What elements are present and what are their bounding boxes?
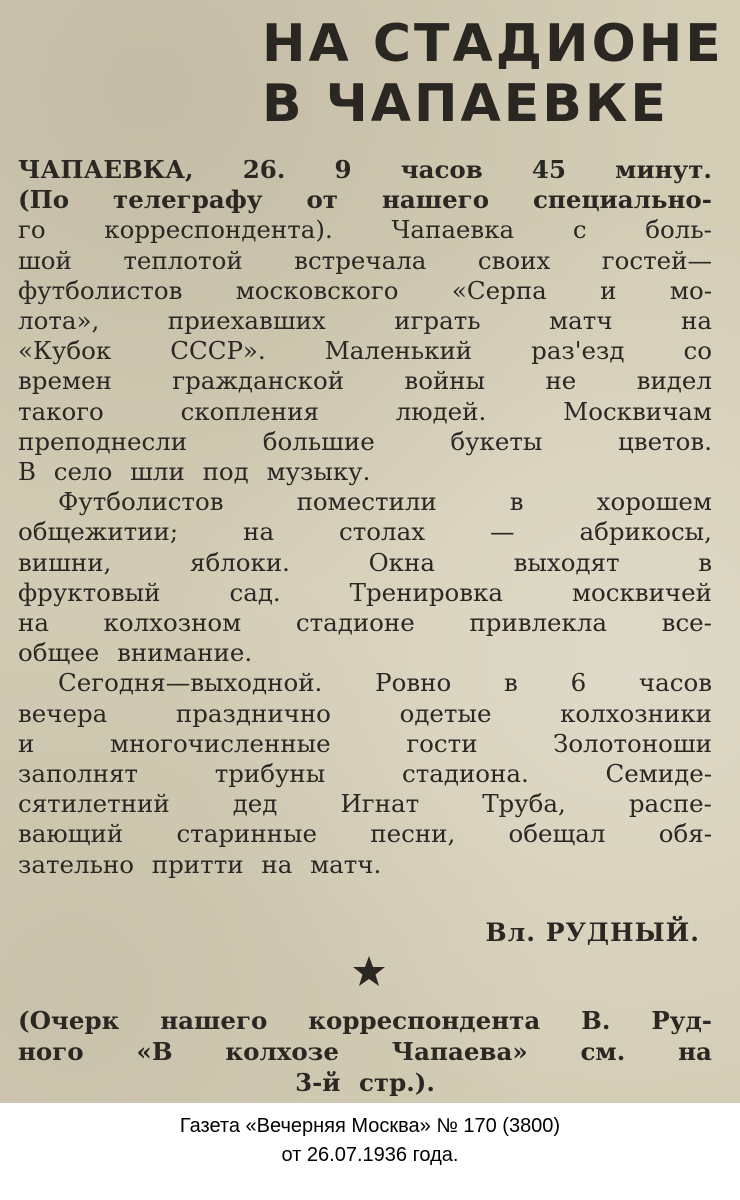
article-line: Футболистов поместили в хорошем <box>58 487 712 517</box>
headline <box>262 14 732 134</box>
note-line: 3-й стр.). <box>295 1068 435 1097</box>
article-line: фруктовый сад. Тренировка москвичей <box>18 577 712 607</box>
bleed-through-area <box>0 0 250 125</box>
caption-line-1: Газета «Вечерняя Москва» № 170 (3800) <box>179 1115 561 1137</box>
article-line: и многочисленные гости Золотоноши <box>18 728 712 758</box>
article-line: вишни, яблоки. Окна выходят в <box>18 547 712 577</box>
article-line: В село шли под музыку. <box>18 457 371 487</box>
editorial-note <box>18 1005 712 1098</box>
headline-line-2: В ЧАПАЕВКЕ <box>262 74 669 134</box>
article-line: заполнят трибуны стадиона. Семиде- <box>18 759 712 789</box>
article-line: го корреспондента). Чапаевка с боль- <box>18 215 712 245</box>
article-line: Сегодня—выходной. Ровно в 6 часов <box>58 668 712 698</box>
image-caption <box>0 1112 740 1170</box>
article-line: (По телеграфу от нашего специально- <box>18 185 712 215</box>
article-line: преподнесли большие букеты цветов. <box>18 426 712 456</box>
note-line: (Очерк нашего корреспондента В. Руд- <box>18 1006 712 1035</box>
article-line: времен гражданской войны не видел <box>18 366 712 396</box>
caption-line-2: от 26.07.1936 года. <box>281 1144 459 1166</box>
article-line: зательно притти на матч. <box>18 849 382 879</box>
author-byline: Вл. РУДНЫЙ. <box>485 918 700 947</box>
article-line: футболистов московского «Серпа и мо- <box>18 275 712 305</box>
article-paragraph <box>18 155 712 487</box>
article-line: «Кубок СССР». Маленький раз'езд со <box>18 336 712 366</box>
article-line: общее внимание. <box>18 638 253 668</box>
article-line: на колхозном стадионе привлекла все- <box>18 608 712 638</box>
article-body <box>18 155 712 880</box>
article-line: вающий старинные песни, обещал обя- <box>18 819 712 849</box>
article-paragraph <box>18 668 712 879</box>
article-line: такого скопления людей. Москвичам <box>18 396 712 426</box>
article-line: ЧАПАЕВКА, 26. 9 часов 45 минут. <box>18 155 712 184</box>
article-line: шой теплотой встречала своих гостей— <box>18 245 712 275</box>
star-icon <box>352 955 386 987</box>
article-paragraph <box>18 487 712 668</box>
article-line: вечера празднично одетые колхозники <box>18 698 712 728</box>
note-line: ного «В колхозе Чапаева» см. на <box>18 1037 712 1066</box>
headline-line-1: НА СТАДИОНЕ <box>262 14 724 74</box>
article-line: лота», приехавших играть матч на <box>18 306 712 336</box>
article-line: сятилетний дед Игнат Труба, распе- <box>18 789 712 819</box>
article-line: общежитии; на столах — абрикосы, <box>18 517 712 547</box>
